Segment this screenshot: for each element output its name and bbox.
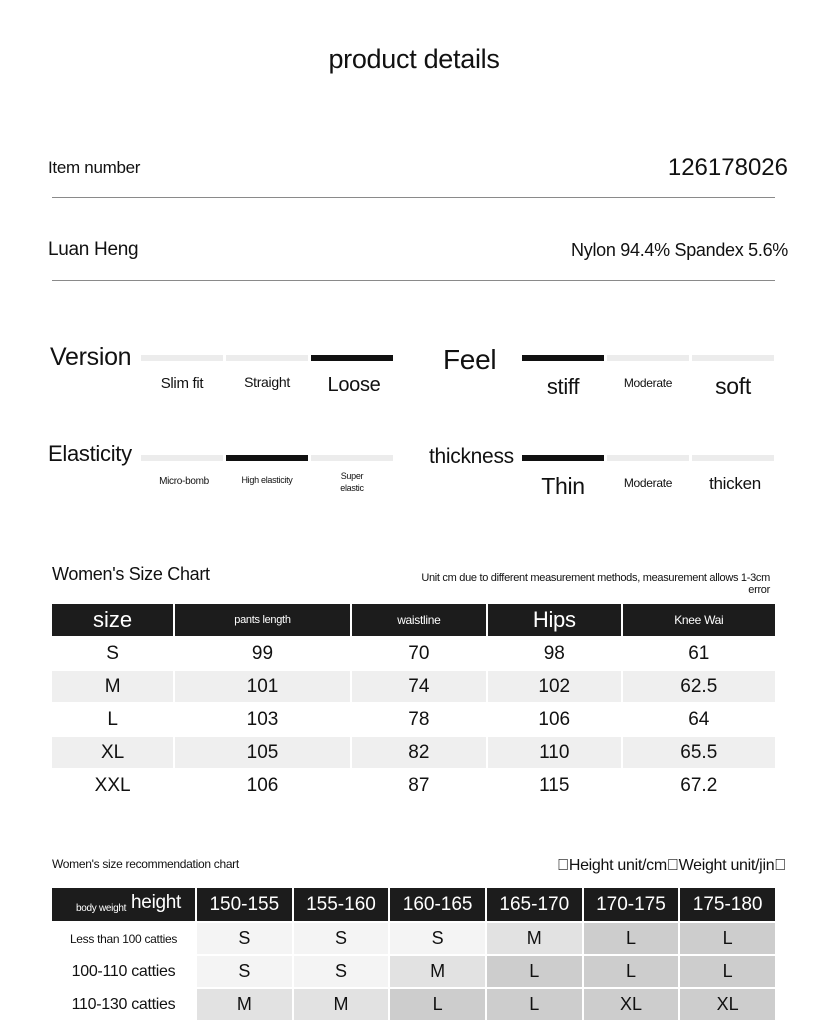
weight-row-label: 100-110 catties (52, 956, 195, 987)
size-cell: L (584, 956, 679, 987)
divider (52, 197, 775, 198)
height-label: height (131, 892, 181, 913)
fabric-label: Luan Heng (48, 239, 139, 260)
height-header: 150-155 (197, 888, 292, 921)
table-cell: 110 (488, 737, 621, 768)
body-weight-label: body weight (76, 903, 127, 914)
table-row (52, 638, 775, 669)
table-row (52, 770, 775, 801)
elasticity-option: High elasticity (241, 475, 293, 485)
elasticity-option: Micro-bomb (159, 476, 209, 487)
size-cell: XL (584, 989, 679, 1020)
size-cell: L (584, 923, 679, 954)
table-row (52, 956, 775, 987)
table-cell: 64 (688, 708, 710, 730)
version-option: Loose (327, 374, 381, 396)
table-cell: 106 (246, 774, 279, 796)
table-cell: 98 (543, 642, 565, 664)
table-row (52, 989, 775, 1020)
size-cell: L (390, 989, 485, 1020)
height-header: 175-180 (680, 888, 775, 921)
size-cell: M (487, 923, 582, 954)
item-number-label: Item number (48, 158, 141, 177)
thickness-bar-segment-selected (522, 455, 604, 461)
elasticity-bar-segment (141, 455, 223, 461)
table-cell: L (107, 708, 118, 730)
version-bar-segment (226, 355, 308, 361)
table-row (52, 737, 775, 768)
height-header: 160-165 (390, 888, 485, 921)
elasticity-bar-segment (311, 455, 393, 461)
recommendation-title: Women's size recommendation chart (52, 857, 239, 871)
elasticity-bar-segment-selected (226, 455, 308, 461)
size-cell: M (390, 956, 485, 987)
recommendation-units-note:  Height unit/cm Weight unit/jin  (557, 857, 786, 874)
table-cell: 115 (539, 774, 570, 796)
size-cell: S (390, 923, 485, 954)
table-cell: 87 (408, 774, 430, 796)
version-option: Straight (244, 374, 290, 390)
elasticity-title: Elasticity (48, 441, 132, 466)
version-option: Slim fit (160, 375, 204, 392)
table-cell: 67.2 (680, 774, 718, 796)
size-chart-title: Women's Size Chart (52, 564, 210, 584)
table-cell: 102 (488, 671, 621, 702)
table-row (52, 704, 775, 735)
size-cell: L (680, 923, 775, 954)
feel-bar-segment-selected (522, 355, 604, 361)
table-cell: 101 (175, 671, 350, 702)
table-cell: 74 (352, 671, 486, 702)
thickness-option: thicken (709, 474, 761, 493)
size-chart-note: Unit cm due to different measurement methods, measurement allows 1-3cm error (421, 572, 770, 596)
feel-bar-segment (607, 355, 689, 361)
table-cell: S (106, 642, 119, 664)
table-cell: 103 (246, 708, 279, 730)
recommendation-table (50, 886, 777, 1022)
waistline-header: waistline (352, 604, 486, 636)
thickness-title: thickness (429, 445, 514, 468)
version-title: Version (50, 343, 132, 371)
version-bar-segment-selected (311, 355, 393, 361)
elasticity-option: Super elastic (340, 471, 364, 493)
size-cell: S (197, 956, 292, 987)
table-cell: 70 (408, 642, 430, 664)
table-row (52, 923, 775, 954)
size-cell: L (680, 956, 775, 987)
table-cell: 82 (352, 737, 486, 768)
table-cell: 61 (688, 642, 710, 664)
table-cell: XL (52, 737, 173, 768)
size-cell: S (294, 923, 389, 954)
thickness-bar-segment (607, 455, 689, 461)
height-header: 155-160 (294, 888, 389, 921)
table-cell: XXL (94, 774, 131, 796)
hips-header: Hips (488, 604, 621, 636)
thickness-bar-segment (692, 455, 774, 461)
table-cell: M (52, 671, 173, 702)
corner-header (52, 888, 195, 921)
knee-width-header: Knee Wai (623, 604, 775, 636)
table-cell: 99 (251, 642, 274, 664)
weight-row-label: 110-130 catties (52, 989, 195, 1020)
thickness-option: Moderate (623, 476, 673, 490)
feel-option: stiff (546, 374, 580, 399)
size-cell: S (197, 923, 292, 954)
weight-row-label: Less than 100 catties (52, 923, 195, 954)
table-cell: 105 (175, 737, 350, 768)
size-cell: XL (680, 989, 775, 1020)
thickness-option: Thin (541, 473, 585, 499)
size-header: size (52, 604, 173, 636)
table-row (52, 671, 775, 702)
pants-length-header: pants length (175, 604, 350, 636)
height-header: 165-170 (487, 888, 582, 921)
fabric-value: Nylon 94.4% Spandex 5.6% (571, 240, 788, 260)
feel-option: soft (715, 373, 751, 399)
table-cell: 62.5 (623, 671, 775, 702)
feel-bar-segment (692, 355, 774, 361)
size-cell: M (294, 989, 389, 1020)
divider (52, 280, 775, 281)
page-title: product details (328, 44, 500, 74)
version-bar-segment (141, 355, 223, 361)
height-header: 170-175 (584, 888, 679, 921)
size-cell: L (487, 989, 582, 1020)
table-cell: 78 (408, 708, 430, 730)
feel-option: Moderate (623, 376, 673, 390)
feel-title: Feel (443, 344, 497, 375)
table-cell: 106 (538, 708, 571, 730)
size-cell: S (294, 956, 389, 987)
item-number-value: 126178026 (667, 154, 788, 181)
size-chart-table (50, 602, 777, 803)
size-cell: L (487, 956, 582, 987)
size-cell: M (197, 989, 292, 1020)
table-cell: 65.5 (623, 737, 775, 768)
